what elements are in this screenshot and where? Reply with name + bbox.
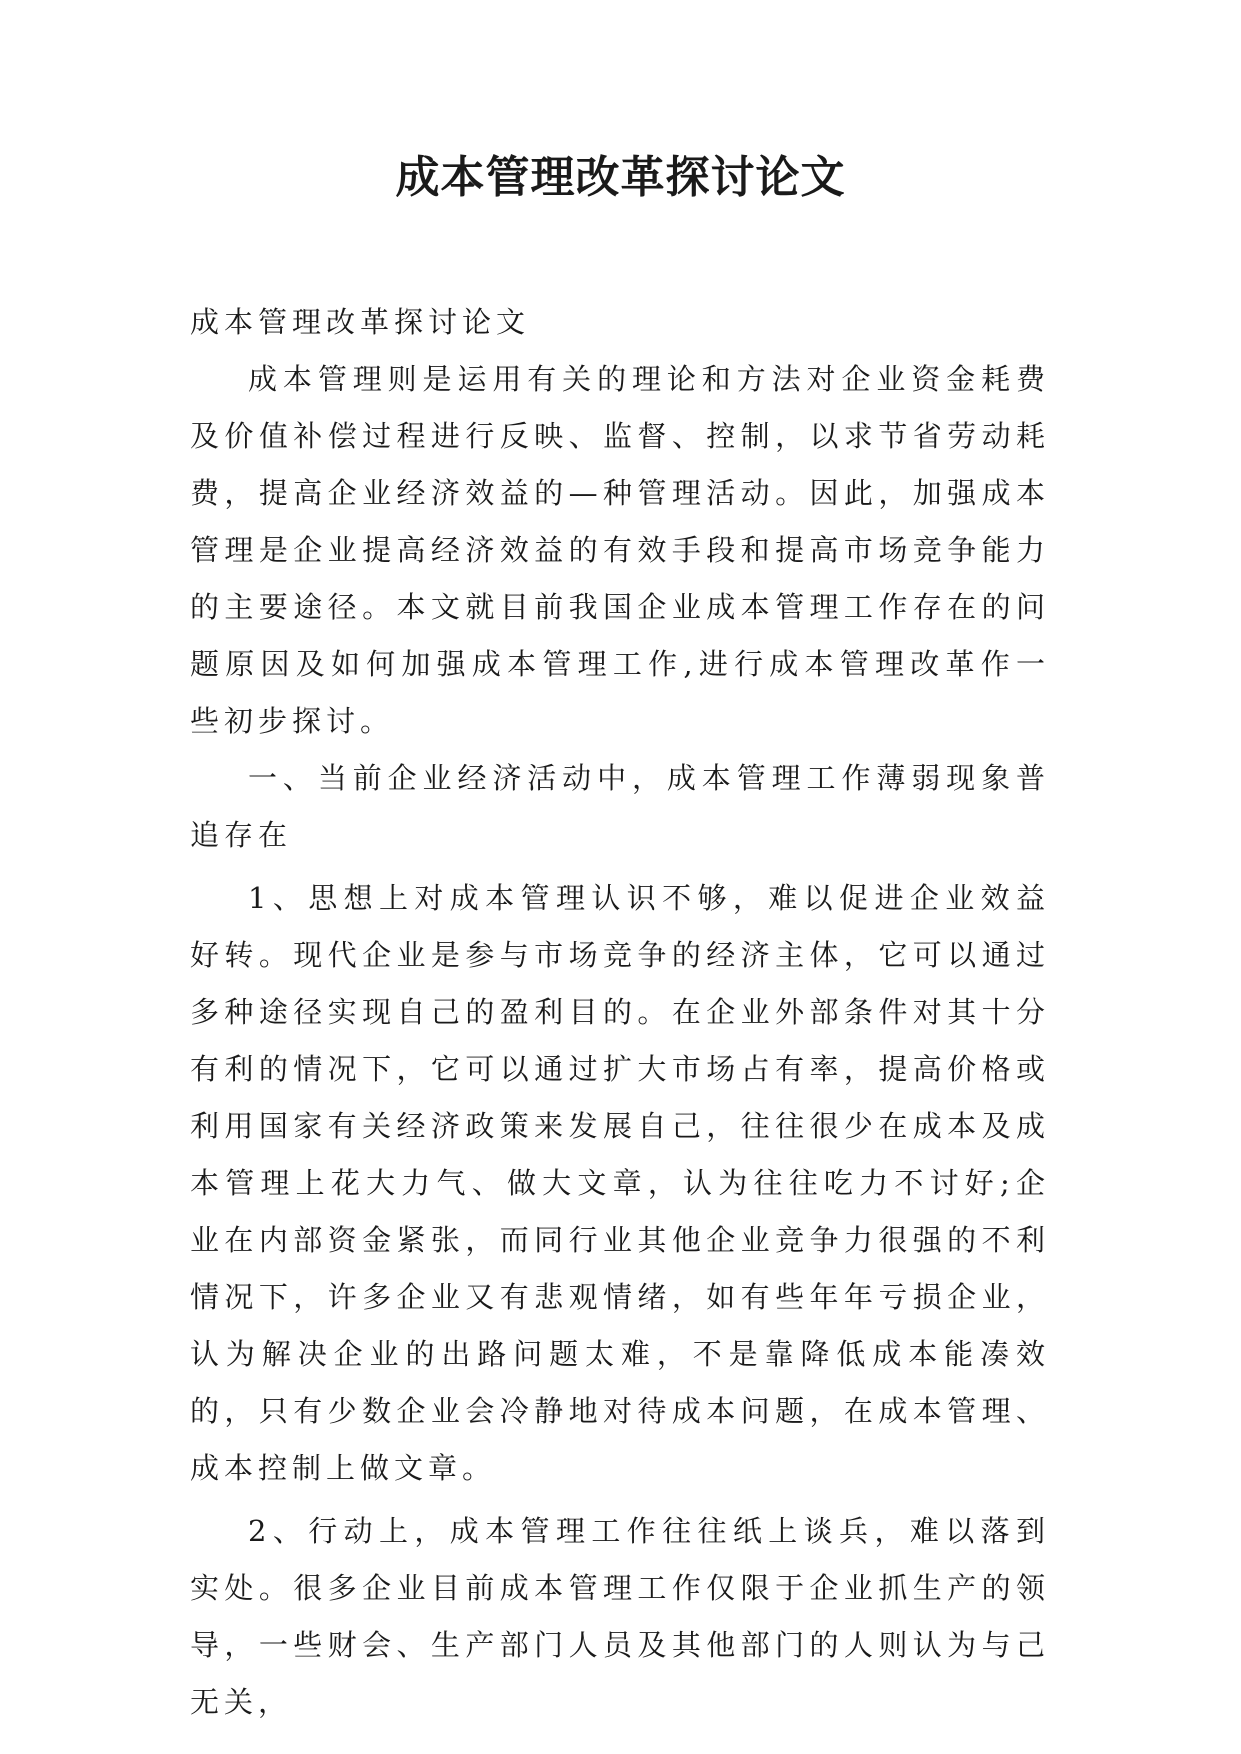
section-heading-1: 一、当前企业经济活动中，成本管理工作薄弱现象普追存在 — [190, 761, 1050, 852]
paragraph-point-2: 2、行动上，成本管理工作往往纸上谈兵，难以落到实处。很多企业目前成本管理工作仅限于企业抓生产的领导，一些财会、生产部门人员及其他部门的人则认为与己无关， — [190, 1514, 1050, 1719]
document-body — [190, 294, 1050, 1731]
paragraph-point-1: 1、思想上对成本管理认识不够，难以促进企业效益好转。现代企业是参与市场竞争的经济主体，它可以通过多种途径实现自己的盈利目的。在企业外部条件对其十分有利的情况下，它可以通过扩大市场占有率，提高价格或利用国家有关经济政策来发展自己，往往很少在成本及成本管理上花大力气、做大文章，认为往往吃力不讨好;企业在内部资金紧张，而同行业其他企业竞争力很强的不利情况下，许多企业又有悲观情绪，如有些年年亏损企业，认为解决企业的出路问题太难，不是靠降低成本能凑效的，只有少数企业会冷静地对待成本问题，在成本管理、成本控制上做文章。 — [190, 881, 1050, 1485]
paragraph-intro: 成本管理则是运用有关的理论和方法对企业资金耗费及价值补偿过程进行反映、监督、控制，以求节省劳动耗费，提高企业经济效益的—种管理活动。因此，加强成本管理是企业提高经济效益的有效手段和提高市场竞争能力的主要途径。本文就目前我国企业成本管理工作存在的问题原因及如何加强成本管理工作,进行成本管理改革作一些初步探讨。 — [190, 362, 1050, 738]
document-subtitle: 成本管理改革探讨论文 — [190, 305, 531, 339]
document-title: 成本管理改革探讨论文 — [395, 152, 846, 203]
